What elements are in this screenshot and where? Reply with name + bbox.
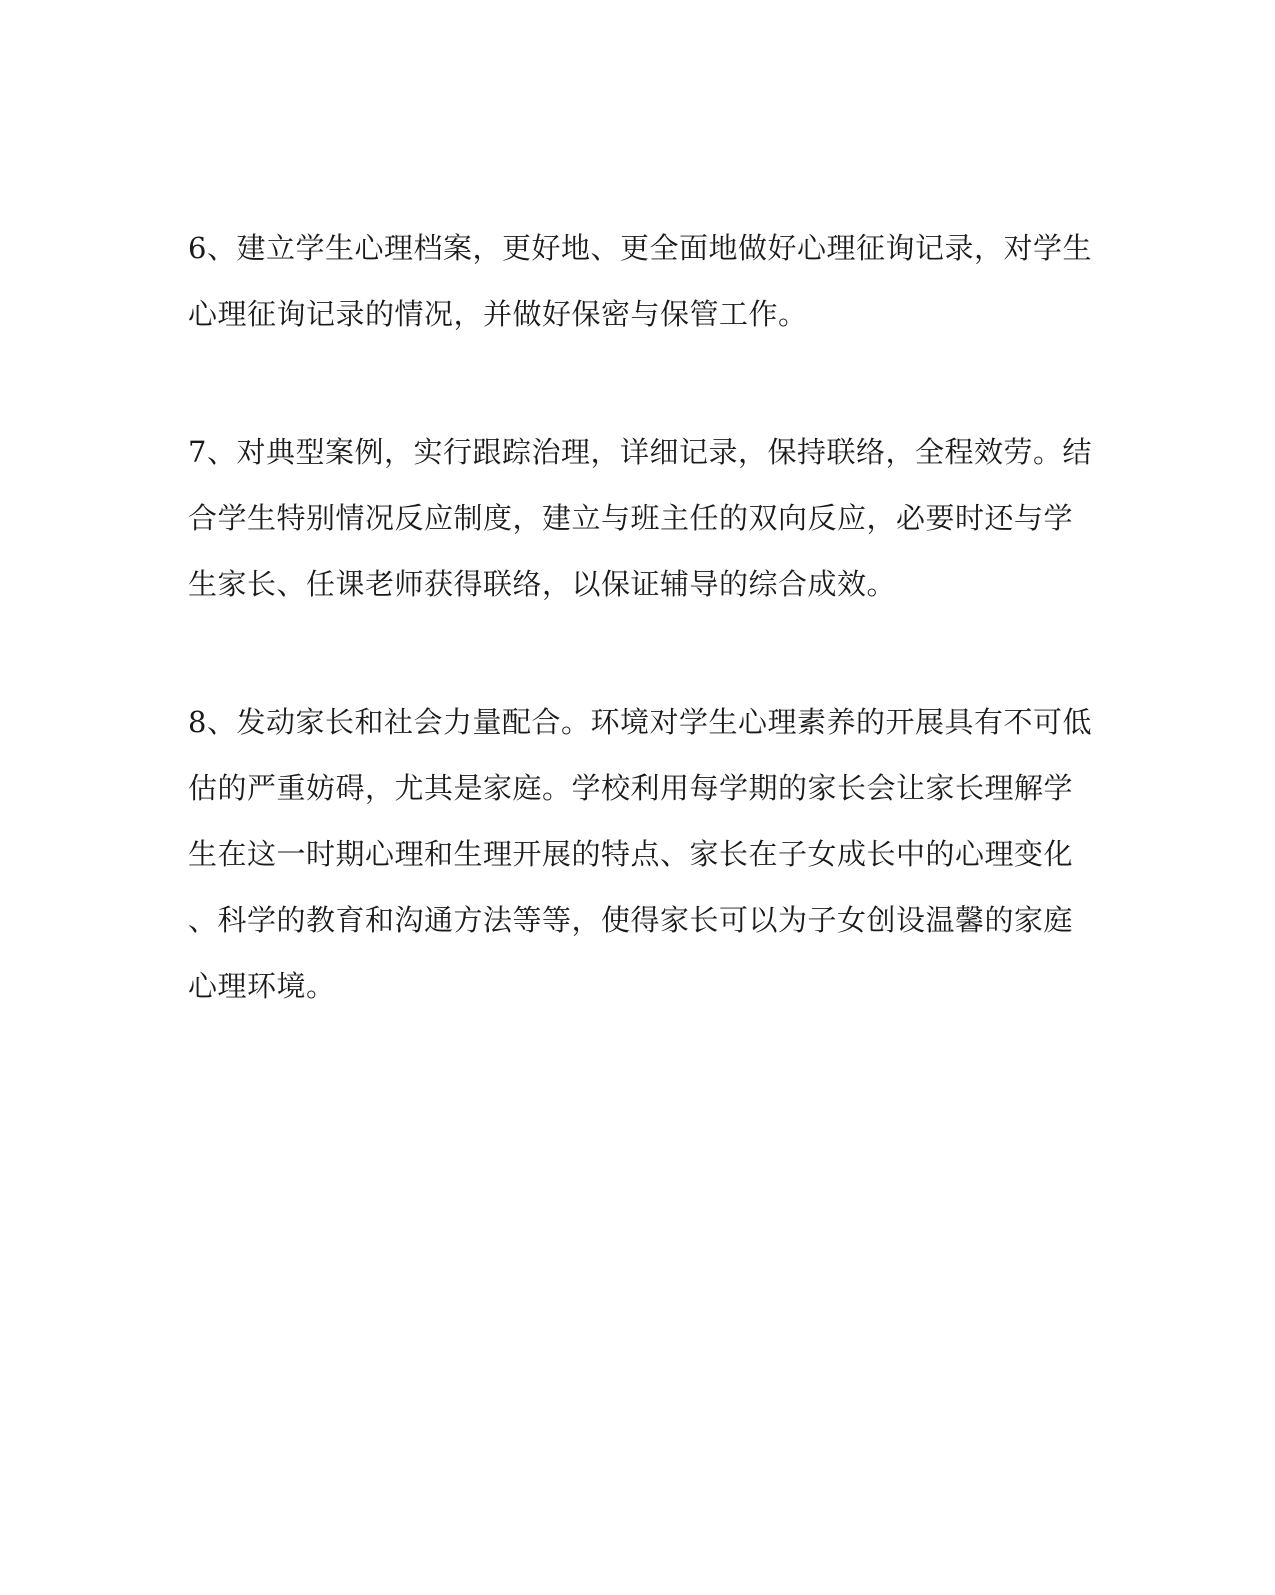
text-line: 生家长、任课老师获得联络，以保证辅导的综合成效。 [188, 567, 897, 601]
document-body [188, 222, 1092, 1026]
text-line: 心理环境。 [188, 969, 336, 1003]
text-line: 8、发动家长和社会力量配合。环境对学生心理素养的开展具有不可低 [188, 705, 1092, 739]
paragraph-item-8 [188, 696, 1092, 1026]
text-line: 、科学的教育和沟通方法等等，使得家长可以为子女创设温馨的家庭 [188, 903, 1074, 937]
text-line: 6、建立学生心理档案，更好地、更全面地做好心理征询记录，对学生 [188, 231, 1092, 265]
paragraph-item-6 [188, 222, 1092, 354]
text-line: 7、对典型案例，实行跟踪治理，详细记录，保持联络，全程效劳。结 [188, 435, 1092, 469]
text-line: 心理征询记录的情况，并做好保密与保管工作。 [188, 297, 808, 331]
text-line: 合学生特别情况反应制度，建立与班主任的双向反应，必要时还与学 [188, 501, 1074, 535]
paragraph-item-7 [188, 426, 1092, 624]
text-line: 生在这一时期心理和生理开展的特点、家长在子女成长中的心理变化 [188, 837, 1074, 871]
text-line: 估的严重妨碍，尤其是家庭。学校利用每学期的家长会让家长理解学 [188, 771, 1074, 805]
